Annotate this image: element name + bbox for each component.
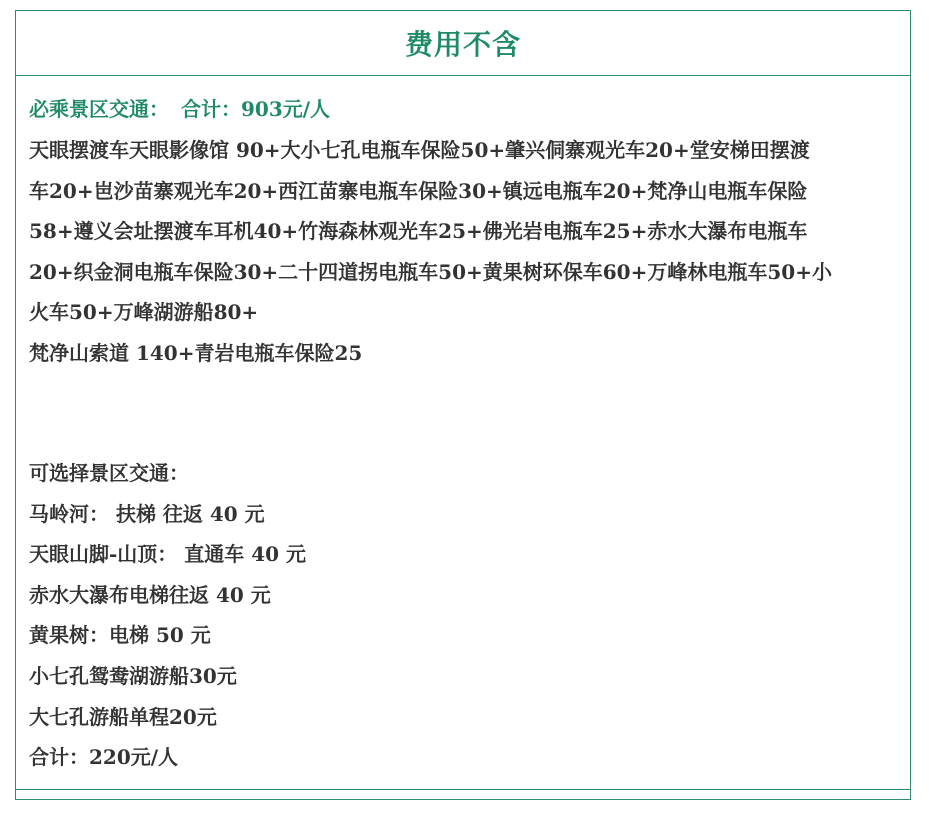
optional-transport-item: 小七孔鸳鸯湖游船30元 bbox=[29, 663, 237, 688]
required-transport-line: 火车50+万峰湖游船80+ bbox=[29, 300, 259, 324]
required-transport-line: 梵净山索道 140+青岩电瓶车保险25 bbox=[29, 340, 363, 365]
required-transport-line: 58+遵义会址摆渡车耳机40+竹海森林观光车25+佛光岩电瓶车25+赤水大瀑布电瓶车 bbox=[29, 219, 808, 243]
optional-transport-item: 天眼山脚-山顶： 直通车 40 元 bbox=[29, 542, 307, 567]
required-transport-list bbox=[29, 130, 910, 373]
footer-divider bbox=[16, 789, 910, 790]
optional-transport-item: 赤水大瀑布电梯往返 40 元 bbox=[29, 582, 271, 607]
required-transport-total: 合计：903元/人 bbox=[181, 97, 331, 121]
required-transport-line: 车20+岜沙苗寨观光车20+西江苗寨电瓶车保险30+镇远电瓶车20+梵净山电瓶车保险 bbox=[29, 178, 808, 203]
required-transport-line: 20+织金洞电瓶车保险30+二十四道拐电瓶车50+黄果树环保车60+万峰林电瓶车50+小 bbox=[29, 259, 832, 284]
required-transport-heading bbox=[29, 94, 910, 124]
required-transport-line: 天眼摆渡车天眼影像馆 90+大小七孔电瓶车保险50+肇兴侗寨观光车20+堂安梯田摆渡 bbox=[29, 138, 810, 162]
optional-transport-item: 马岭河： 扶梯 往返 40 元 bbox=[29, 501, 265, 526]
optional-transport-list bbox=[29, 453, 910, 778]
optional-transport-item: 大七孔游船单程20元 bbox=[29, 704, 217, 729]
optional-transport-item: 黄果树：电梯 50 元 bbox=[29, 623, 211, 648]
section-spacer bbox=[29, 373, 910, 453]
panel-content bbox=[16, 76, 910, 778]
optional-transport-total: 合计：220元/人 bbox=[29, 745, 179, 770]
panel-title: 费用不含 bbox=[404, 28, 521, 61]
required-transport-label: 必乘景区交通： bbox=[29, 97, 169, 121]
fees-excluded-panel bbox=[15, 10, 911, 800]
optional-transport-heading: 可选择景区交通： bbox=[29, 461, 189, 485]
panel-header bbox=[16, 11, 910, 76]
